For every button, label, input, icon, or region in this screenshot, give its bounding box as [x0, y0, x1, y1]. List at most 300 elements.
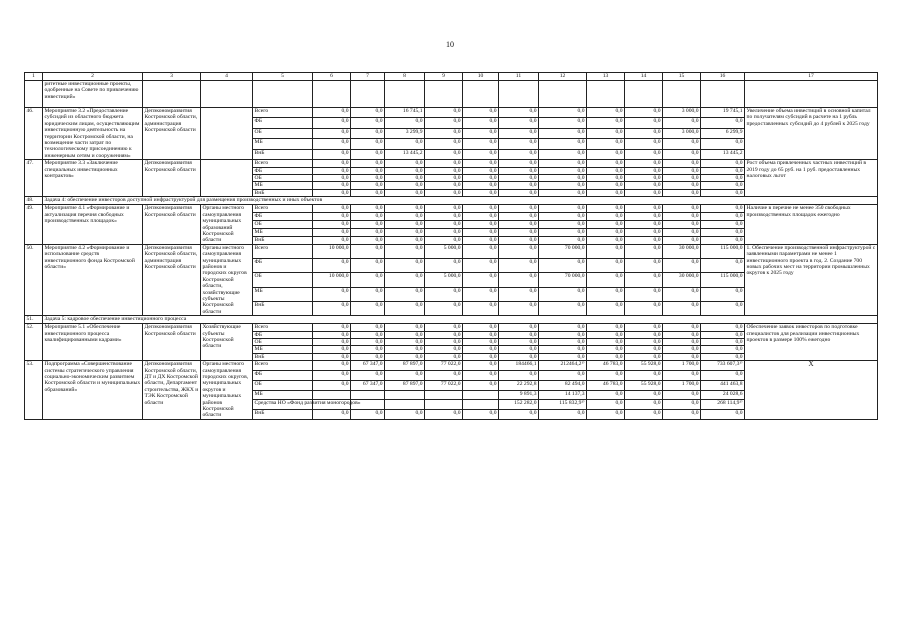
column-number-header: 7 [351, 73, 385, 81]
amount-cell: 0,0 [701, 287, 745, 301]
amount-cell: 0,0 [499, 259, 539, 273]
funding-source-cell: ВнБ [253, 149, 313, 160]
amount-cell: 0,0 [663, 205, 701, 213]
amount-cell: 0,0 [499, 160, 539, 167]
co-executor-cell: Органы местного самоуправления городских округов, муниципальных округов и муниципальных районов Костромской области [201, 361, 253, 420]
amount-cell: 0,0 [351, 370, 385, 380]
amount-cell: 1 700,0 [663, 361, 701, 371]
responsible-executor-cell: Депэкономразвития Костромской области [143, 160, 201, 197]
funding-source-cell: Всего [253, 160, 313, 167]
program-table [24, 72, 878, 420]
amount-cell: 0,0 [385, 167, 425, 174]
amount-cell: 0,0 [385, 228, 425, 236]
amount-cell: 0,0 [539, 149, 587, 160]
amount-cell: 0,0 [351, 128, 385, 138]
column-number-header: 4 [201, 73, 253, 81]
amount-cell: 0,0 [351, 213, 385, 221]
amount-cell: 0,0 [313, 118, 351, 128]
amount-cell: 0,0 [701, 236, 745, 244]
amount-cell: 0,0 [425, 118, 463, 128]
co-executor-cell [201, 160, 253, 197]
amount-cell: 0,0 [425, 139, 463, 149]
table-row [25, 108, 878, 118]
amount-cell: 0,0 [499, 273, 539, 287]
amount-cell: 0,0 [385, 182, 425, 189]
amount-cell: 0,0 [701, 410, 745, 420]
amount-cell: 0,0 [499, 353, 539, 360]
amount-cell: 0,0 [499, 175, 539, 182]
amount-cell: 0,0 [463, 370, 499, 380]
expected-result-cell: X [745, 361, 878, 420]
amount-cell: 0,0 [425, 339, 463, 346]
amount-cell: 0,0 [313, 167, 351, 174]
amount-cell: 0,0 [701, 259, 745, 273]
funding-source-cell: Всего [253, 244, 313, 258]
amount-cell: 6 299,9 [701, 128, 745, 138]
amount-cell: 0,0 [313, 228, 351, 236]
amount-cell: 5 000,0 [425, 273, 463, 287]
amount-cell: 0,0 [539, 339, 587, 346]
responsible-executor-cell: Депэкономразвития Костромской области [143, 324, 201, 361]
task-row [25, 197, 878, 205]
amount-cell: 16 745,1 [385, 108, 425, 118]
amount-cell: 0,0 [499, 118, 539, 128]
amount-cell: 0,0 [463, 346, 499, 353]
amount-cell: 0,0 [587, 400, 625, 410]
amount-cell: 0,0 [663, 370, 701, 380]
funding-source-cell: ВнБ [253, 301, 313, 315]
amount-cell: 0,0 [463, 353, 499, 360]
amount-cell: 733 607,3¹⁾ [701, 361, 745, 371]
amount-cell: 0,0 [385, 287, 425, 301]
amount-cell: 0,0 [351, 339, 385, 346]
funding-source-cell: ОБ [253, 221, 313, 229]
amount-cell: 0,0 [313, 301, 351, 315]
amount-cell: 0,0 [499, 324, 539, 331]
amount-cell: 0,0 [351, 410, 385, 420]
amount-cell: 0,0 [425, 370, 463, 380]
amount-cell: 0,0 [625, 390, 663, 400]
amount-cell: 0,0 [587, 128, 625, 138]
empty-cell [745, 81, 878, 108]
amount-cell: 0,0 [425, 236, 463, 244]
amount-cell: 0,0 [625, 346, 663, 353]
activity-name-cell: Мероприятие 5.1 «Обеспечение инвестиционного процесса квалифицированными кадрами» [43, 324, 143, 361]
amount-cell: 46 783,0 [587, 361, 625, 371]
amount-cell: 0,0 [625, 331, 663, 338]
amount-cell: 0,0 [425, 324, 463, 331]
amount-cell: 0,0 [539, 205, 587, 213]
amount-cell: 0,0 [587, 205, 625, 213]
amount-cell: 3 000,0 [663, 128, 701, 138]
amount-cell: 30 000,0 [663, 273, 701, 287]
amount-cell: 0,0 [499, 189, 539, 196]
amount-cell: 0,0 [663, 182, 701, 189]
amount-cell: 0,0 [313, 205, 351, 213]
amount-cell: 0,0 [425, 108, 463, 118]
amount-cell: 0,0 [425, 175, 463, 182]
amount-cell: 0,0 [313, 324, 351, 331]
amount-cell: 0,0 [351, 108, 385, 118]
amount-cell: 0,0 [587, 167, 625, 174]
amount-cell: 0,0 [499, 339, 539, 346]
amount-cell: 0,0 [663, 149, 701, 160]
amount-cell: 0,0 [351, 287, 385, 301]
amount-cell: 0,0 [663, 346, 701, 353]
activity-name-cell: Мероприятие 3.3 «Заключение специальных инвестиционных контрактов» [43, 160, 143, 197]
amount-cell: 67 347,0 [351, 361, 385, 371]
activity-name-cell: Мероприятие 3.2 «Предоставление субсидий из областного бюджета юридическим лицам, осуществляющим инвестиционную деятельность на территории Костромской области, на возмещение части затрат по технологическому присоединению к инженерным сетям и сооружениям» [43, 108, 143, 160]
amount-cell: 115 000,0 [701, 244, 745, 258]
amount-cell: 0,0 [539, 128, 587, 138]
amount-cell: 1 700,0 [663, 380, 701, 390]
amount-cell: 0,0 [701, 324, 745, 331]
funding-source-cell: ВнБ [253, 353, 313, 360]
amount-cell: 0,0 [351, 301, 385, 315]
amount-cell: 0,0 [463, 213, 499, 221]
amount-cell: 0,0 [463, 244, 499, 258]
amount-cell: 87 897,0 [385, 380, 425, 390]
activity-name-cell: ритетные инвестиционные проекты, одобренные на Совете по привлечению инвестиций» [43, 81, 143, 108]
amount-cell [385, 400, 425, 410]
row-number-cell: 48. [25, 197, 43, 205]
expected-result-cell: Обеспечение заявок инвесторов по подготовке специалистов для реализации инвестиционных проектов в размере 100% ежегодно [745, 324, 878, 361]
amount-cell: 0,0 [463, 361, 499, 371]
amount-cell: 0,0 [701, 167, 745, 174]
empty-cell [201, 81, 253, 108]
funding-source-cell: Всего [253, 324, 313, 331]
amount-cell: 0,0 [351, 244, 385, 258]
amount-cell: 0,0 [425, 301, 463, 315]
amount-cell: 115 832,9¹⁾ [539, 400, 587, 410]
column-number-header: 11 [499, 73, 539, 81]
row-number-cell: 50. [25, 244, 43, 315]
amount-cell: 0,0 [463, 273, 499, 287]
funding-source-cell: ВнБ [253, 236, 313, 244]
amount-cell: 0,0 [587, 339, 625, 346]
amount-cell: 0,0 [425, 213, 463, 221]
funding-source-cell: МБ [253, 139, 313, 149]
amount-cell: 0,0 [625, 301, 663, 315]
amount-cell: 0,0 [313, 221, 351, 229]
funding-source-cell: МБ [253, 182, 313, 189]
amount-cell: 0,0 [587, 346, 625, 353]
column-number-header: 14 [625, 73, 663, 81]
amount-cell: 0,0 [313, 331, 351, 338]
amount-cell: 0,0 [625, 370, 663, 380]
amount-cell: 0,0 [625, 182, 663, 189]
amount-cell: 0,0 [313, 160, 351, 167]
amount-cell: 0,0 [587, 236, 625, 244]
task-title-cell: Задача 5: кадровое обеспечение инвестиционного процесса [43, 316, 878, 324]
amount-cell: 0,0 [499, 244, 539, 258]
amount-cell: 0,0 [385, 205, 425, 213]
column-number-header: 16 [701, 73, 745, 81]
amount-cell: 0,0 [385, 339, 425, 346]
amount-cell: 0,0 [425, 228, 463, 236]
amount-cell: 0,0 [351, 118, 385, 128]
amount-cell: 0,0 [463, 301, 499, 315]
amount-cell: 0,0 [313, 370, 351, 380]
amount-cell: 0,0 [351, 353, 385, 360]
amount-cell: 0,0 [313, 175, 351, 182]
table-row [25, 160, 878, 167]
activity-name-cell: Подпрограмма «Совершенствование системы стратегического управления социально-экономическим развитием Костромской области и муниципальных образований» [43, 361, 143, 420]
empty-cell [425, 81, 463, 108]
amount-cell: 115 000,0 [701, 273, 745, 287]
amount-cell: 0,0 [539, 236, 587, 244]
amount-cell: 0,0 [385, 410, 425, 420]
amount-cell: 0,0 [425, 167, 463, 174]
amount-cell: 0,0 [499, 108, 539, 118]
amount-cell: 0,0 [539, 346, 587, 353]
empty-cell [313, 81, 351, 108]
table-row [25, 244, 878, 258]
amount-cell: 0,0 [425, 189, 463, 196]
co-executor-cell: Органы местного самоуправления муниципальных районов и городских округов Костромской области, хозяйствующие субъекты Костромской области [201, 244, 253, 315]
row-number-cell: 52. [25, 324, 43, 361]
amount-cell: 0,0 [385, 160, 425, 167]
amount-cell: 0,0 [425, 128, 463, 138]
amount-cell: 0,0 [463, 128, 499, 138]
amount-cell: 441 463,8 [701, 380, 745, 390]
funding-source-cell: ФБ [253, 118, 313, 128]
amount-cell: 0,0 [625, 353, 663, 360]
amount-cell: 0,0 [313, 287, 351, 301]
amount-cell: 0,0 [425, 353, 463, 360]
amount-cell: 0,0 [539, 331, 587, 338]
amount-cell: 0,0 [663, 259, 701, 273]
amount-cell: 0,0 [313, 410, 351, 420]
row-number-cell: 51. [25, 316, 43, 324]
amount-cell: 0,0 [499, 228, 539, 236]
amount-cell: 0,0 [663, 400, 701, 410]
amount-cell: 0,0 [539, 167, 587, 174]
amount-cell: 0,0 [539, 189, 587, 196]
amount-cell: 0,0 [587, 331, 625, 338]
amount-cell: 55 928,0 [625, 380, 663, 390]
amount-cell: 0,0 [587, 182, 625, 189]
amount-cell: 0,0 [463, 149, 499, 160]
amount-cell: 0,0 [385, 175, 425, 182]
row-number-cell: 53. [25, 361, 43, 420]
amount-cell: 0,0 [425, 205, 463, 213]
funding-source-cell: МБ [253, 346, 313, 353]
amount-cell: 0,0 [701, 301, 745, 315]
amount-cell: 0,0 [587, 370, 625, 380]
amount-cell: 0,0 [463, 236, 499, 244]
amount-cell: 0,0 [587, 189, 625, 196]
expected-result-cell: Рост объема привлеченных частных инвестиций в 2019 году до 65 руб. на 1 руб. предоставленных налоговых льгот [745, 160, 878, 197]
amount-cell: 0,0 [587, 213, 625, 221]
amount-cell: 30 000,0 [663, 244, 701, 258]
amount-cell: 0,0 [463, 205, 499, 213]
page-number: 10 [446, 40, 454, 49]
amount-cell: 0,0 [499, 167, 539, 174]
amount-cell: 70 000,0 [539, 273, 587, 287]
amount-cell: 0,0 [625, 149, 663, 160]
amount-cell: 0,0 [539, 139, 587, 149]
amount-cell: 0,0 [663, 353, 701, 360]
amount-cell: 0,0 [425, 331, 463, 338]
amount-cell: 0,0 [313, 182, 351, 189]
amount-cell: 13 445,2 [701, 149, 745, 160]
amount-cell: 5 000,0 [425, 244, 463, 258]
amount-cell: 0,0 [625, 339, 663, 346]
empty-cell [701, 81, 745, 108]
amount-cell: 0,0 [663, 410, 701, 420]
amount-cell: 0,0 [351, 139, 385, 149]
column-number-header: 3 [143, 73, 201, 81]
amount-cell: 0,0 [625, 108, 663, 118]
amount-cell: 0,0 [587, 139, 625, 149]
activity-name-cell: Мероприятие 4.1 «Формирование и актуализация перечня свободных производственных площадок» [43, 205, 143, 244]
amount-cell: 0,0 [385, 118, 425, 128]
amount-cell: 0,0 [425, 287, 463, 301]
amount-cell [385, 390, 425, 400]
amount-cell: 0,0 [587, 301, 625, 315]
amount-cell: 0,0 [499, 331, 539, 338]
amount-cell: 152 282,0 [499, 400, 539, 410]
amount-cell: 0,0 [701, 331, 745, 338]
amount-cell: 0,0 [499, 182, 539, 189]
amount-cell: 0,0 [625, 139, 663, 149]
task-title-cell: Задача 4: обеспечение инвесторов доступной инфраструктурой для размещения производственных и иных объектов [43, 197, 878, 205]
amount-cell: 0,0 [313, 361, 351, 371]
responsible-executor-cell: Депэкономразвития Костромской области, администрация Костромской области [143, 244, 201, 315]
funding-source-cell: ВнБ [253, 410, 313, 420]
amount-cell: 0,0 [663, 118, 701, 128]
amount-cell: 0,0 [425, 259, 463, 273]
column-number-header: 13 [587, 73, 625, 81]
amount-cell: 0,0 [499, 139, 539, 149]
amount-cell: 0,0 [625, 324, 663, 331]
funding-source-cell: ФБ [253, 259, 313, 273]
amount-cell: 0,0 [425, 160, 463, 167]
amount-cell: 0,0 [351, 236, 385, 244]
funding-source-cell: ФБ [253, 167, 313, 174]
amount-cell: 0,0 [385, 213, 425, 221]
amount-cell: 268 114,9¹⁾ [701, 400, 745, 410]
table-row [25, 324, 878, 331]
empty-cell [539, 81, 587, 108]
amount-cell: 0,0 [425, 149, 463, 160]
row-number-cell: 46. [25, 108, 43, 160]
amount-cell: 0,0 [351, 160, 385, 167]
amount-cell: 0,0 [313, 259, 351, 273]
amount-cell: 0,0 [663, 228, 701, 236]
amount-cell: 0,0 [539, 287, 587, 301]
amount-cell: 0,0 [463, 108, 499, 118]
row-number-cell: 49. [25, 205, 43, 244]
amount-cell: 0,0 [587, 221, 625, 229]
amount-cell [313, 390, 351, 400]
amount-cell: 0,0 [499, 370, 539, 380]
amount-cell: 0,0 [663, 324, 701, 331]
amount-cell: 0,0 [701, 353, 745, 360]
amount-cell: 67 347,0 [351, 380, 385, 390]
responsible-executor-cell: Депэкономразвития Костромской области [143, 205, 201, 244]
amount-cell: 0,0 [425, 182, 463, 189]
amount-cell: 3 299,9 [385, 128, 425, 138]
empty-cell [253, 81, 313, 108]
amount-cell: 10 000,0 [313, 244, 351, 258]
funding-source-cell: Всего [253, 108, 313, 118]
amount-cell: 0,0 [425, 410, 463, 420]
amount-cell: 0,0 [701, 175, 745, 182]
amount-cell: 0,0 [385, 331, 425, 338]
amount-cell: 22 292,8 [499, 380, 539, 390]
amount-cell: 10 000,0 [313, 273, 351, 287]
empty-cell [625, 81, 663, 108]
amount-cell: 0,0 [625, 160, 663, 167]
amount-cell: 0,0 [587, 160, 625, 167]
amount-cell: 0,0 [701, 160, 745, 167]
funding-source-cell: ВнБ [253, 189, 313, 196]
amount-cell: 0,0 [663, 189, 701, 196]
empty-cell [499, 81, 539, 108]
expected-result-cell: Увеличение объема инвестиций в основной капитал по получателям субсидий в расчете на 1 рубль предоставленных субсидий до 4 рублей к 2025 году [745, 108, 878, 160]
amount-cell: 0,0 [701, 118, 745, 128]
amount-cell: 0,0 [385, 353, 425, 360]
expected-result-cell: 1. Обеспечение производственной инфраструктурой с заявленными параметрами не менее 1 инвестиционного проекта в год. 2. Создание 700 новых рабочих мест на территории промышленных округов к 2025 году [745, 244, 878, 315]
co-executor-cell: Органы местного самоуправления муниципальных образований Костромской области [201, 205, 253, 244]
amount-cell: 3 000,0 [663, 108, 701, 118]
funding-source-cell: МБ [253, 228, 313, 236]
amount-cell: 0,0 [587, 259, 625, 273]
amount-cell: 0,0 [625, 189, 663, 196]
amount-cell: 0,0 [463, 221, 499, 229]
amount-cell: 0,0 [625, 118, 663, 128]
column-number-header: 2 [43, 73, 143, 81]
amount-cell: 0,0 [625, 410, 663, 420]
amount-cell: 0,0 [463, 324, 499, 331]
amount-cell: 0,0 [351, 273, 385, 287]
amount-cell: 0,0 [587, 410, 625, 420]
amount-cell: 0,0 [351, 259, 385, 273]
empty-cell [587, 81, 625, 108]
column-number-header: 5 [253, 73, 313, 81]
amount-cell: 0,0 [587, 273, 625, 287]
amount-cell [425, 390, 463, 400]
amount-cell: 0,0 [587, 287, 625, 301]
amount-cell: 0,0 [663, 339, 701, 346]
amount-cell: 0,0 [463, 259, 499, 273]
amount-cell: 0,0 [351, 182, 385, 189]
amount-cell: 0,0 [539, 353, 587, 360]
column-number-header: 12 [539, 73, 587, 81]
amount-cell [351, 390, 385, 400]
amount-cell: 0,0 [313, 108, 351, 118]
amount-cell: 0,0 [539, 324, 587, 331]
amount-cell: 0,0 [701, 139, 745, 149]
amount-cell: 55 928,0 [625, 361, 663, 371]
amount-cell: 0,0 [587, 228, 625, 236]
amount-cell: 0,0 [313, 339, 351, 346]
amount-cell: 0,0 [385, 236, 425, 244]
amount-cell: 0,0 [463, 339, 499, 346]
amount-cell: 77 022,0 [425, 361, 463, 371]
amount-cell: 0,0 [539, 160, 587, 167]
amount-cell: 0,0 [499, 221, 539, 229]
amount-cell: 0,0 [385, 324, 425, 331]
amount-cell: 0,0 [313, 346, 351, 353]
amount-cell: 0,0 [385, 346, 425, 353]
amount-cell: 0,0 [351, 167, 385, 174]
funding-source-cell: ОБ [253, 273, 313, 287]
amount-cell: 87 897,0 [385, 361, 425, 371]
column-number-header: 8 [385, 73, 425, 81]
